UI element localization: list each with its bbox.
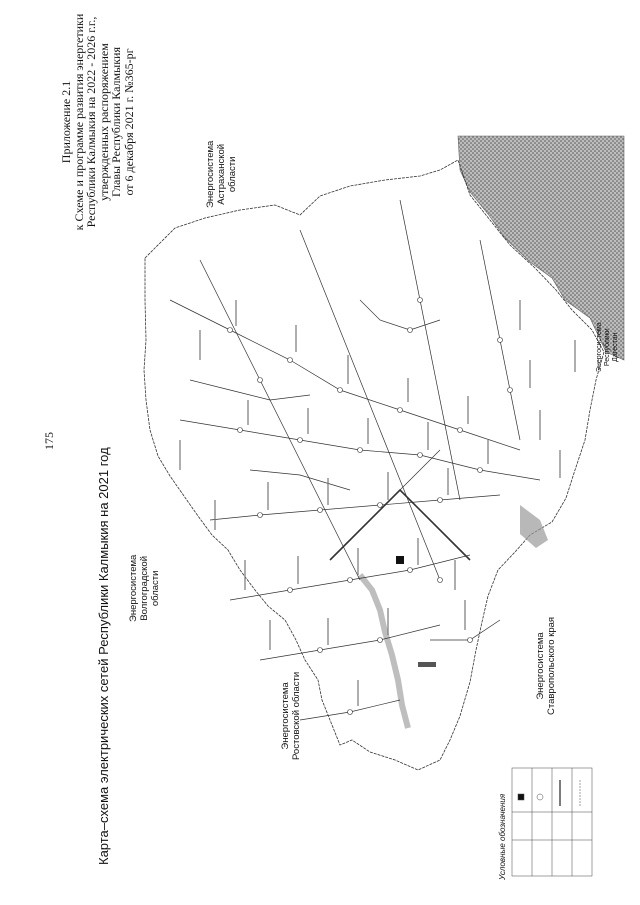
appendix-line: от 6 декабря 2021 г. №365-рг bbox=[121, 48, 136, 196]
appendix-line: утвержденных распоряжением bbox=[96, 43, 111, 201]
river-manych bbox=[360, 575, 408, 728]
region-line: Энергосистема bbox=[535, 632, 546, 700]
substation-cluster bbox=[418, 662, 436, 667]
region-line: Ростовской области bbox=[291, 671, 302, 760]
appendix-line: к Схеме и программе развития энергетики bbox=[71, 13, 86, 231]
power-lines bbox=[170, 200, 540, 720]
region-line: Ставропольского края bbox=[546, 616, 557, 715]
region-label-astrakhan bbox=[205, 141, 238, 208]
region-label-stavropol bbox=[535, 617, 557, 715]
region-line: области bbox=[227, 156, 238, 193]
region-line: Волгоградской bbox=[139, 555, 150, 621]
region-line: Энергосистема bbox=[128, 554, 139, 622]
region-label-rostov bbox=[280, 672, 302, 760]
legend-title: Условные обозначения bbox=[498, 793, 507, 880]
map-title: Карта–схема электрических сетей Республики Калмыкия на 2021 год bbox=[96, 447, 111, 865]
region-line: области bbox=[150, 570, 161, 607]
region-line: Энергосистема bbox=[280, 682, 291, 750]
region-label-volgograd bbox=[128, 555, 161, 622]
appendix-line: Республики Калмыкия на 2022 - 2026 г.г., bbox=[84, 16, 98, 228]
region-label-dagestan bbox=[596, 322, 620, 372]
legend-grid bbox=[512, 768, 592, 876]
region-line: Астраханской bbox=[216, 143, 227, 205]
region-line: Энергосистема bbox=[596, 322, 603, 372]
page-number: 175 bbox=[42, 432, 56, 450]
region-line: Республики Дагестан bbox=[604, 328, 619, 367]
region-line: Энергосистема bbox=[205, 140, 216, 208]
place-label-marks bbox=[180, 300, 575, 706]
appendix-line: Приложение 2.1 bbox=[59, 80, 73, 164]
appendix-line: Главы Республики Калмыкия bbox=[109, 47, 123, 197]
elista-main-substation bbox=[396, 556, 404, 564]
